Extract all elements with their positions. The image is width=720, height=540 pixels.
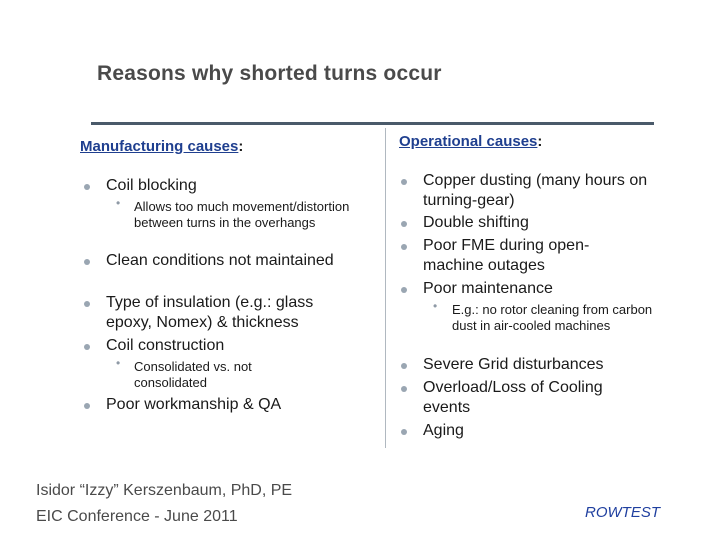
- right-item-grid-disturbances: Severe Grid disturbances: [423, 356, 604, 373]
- left-item-coil-construction: Coil construction: [106, 337, 225, 354]
- left-item-workmanship: Poor workmanship & QA: [106, 396, 282, 413]
- bullet-dot-icon: [401, 221, 407, 227]
- left-sub-coil-construction: Consolidated vs. not consolidated: [134, 359, 252, 390]
- bullet-dot-icon: [84, 403, 90, 409]
- bullet-dot-icon: [401, 363, 407, 369]
- manufacturing-heading-colon: :: [238, 138, 244, 155]
- sub-bullet-dot-icon: •: [116, 356, 121, 370]
- footer-event: EIC Conference - June 2011: [36, 508, 238, 525]
- sub-bullet-dot-icon: •: [433, 299, 438, 313]
- operational-heading-text: Operational causes: [399, 133, 538, 150]
- left-item-insulation: Type of insulation (e.g.: glass epoxy, Nomex) & thickness: [106, 294, 314, 331]
- operational-heading-colon: :: [537, 133, 543, 150]
- sub-bullet-dot-icon: •: [116, 196, 121, 210]
- right-item-overload: Overload/Loss of Cooling events: [423, 379, 603, 416]
- title-underline: [91, 122, 654, 125]
- manufacturing-heading-text: Manufacturing causes: [80, 138, 239, 155]
- bullet-dot-icon: [84, 259, 90, 265]
- brand-logo-text: ROWTEST: [585, 504, 660, 521]
- right-item-aging: Aging: [423, 422, 464, 439]
- slide-title: Reasons why shorted turns occur: [97, 62, 442, 85]
- manufacturing-causes-heading: [80, 138, 243, 155]
- right-item-poor-fme: Poor FME during open-machine outages: [423, 237, 590, 274]
- right-sub-poor-maintenance: E.g.: no rotor cleaning from carbon dust in air-cooled machines: [452, 302, 653, 333]
- left-item-coil-blocking: Coil blocking: [106, 177, 197, 194]
- column-divider: [385, 128, 386, 448]
- bullet-dot-icon: [401, 386, 407, 392]
- bullet-dot-icon: [84, 301, 90, 307]
- operational-causes-heading: [399, 133, 542, 150]
- bullet-dot-icon: [401, 429, 407, 435]
- bullet-dot-icon: [401, 179, 407, 185]
- bullet-dot-icon: [84, 184, 90, 190]
- right-item-double-shifting: Double shifting: [423, 214, 529, 231]
- right-item-copper-dusting: Copper dusting (many hours on turning-gear): [423, 172, 648, 209]
- bullet-dot-icon: [401, 244, 407, 250]
- bullet-dot-icon: [401, 287, 407, 293]
- footer-author: Isidor “Izzy” Kerszenbaum, PhD, PE: [36, 482, 293, 499]
- left-item-clean-conditions: Clean conditions not maintained: [106, 252, 334, 269]
- right-item-poor-maintenance: Poor maintenance: [423, 280, 553, 297]
- left-sub-coil-blocking: Allows too much movement/distortion between turns in the overhangs: [134, 199, 350, 230]
- bullet-dot-icon: [84, 344, 90, 350]
